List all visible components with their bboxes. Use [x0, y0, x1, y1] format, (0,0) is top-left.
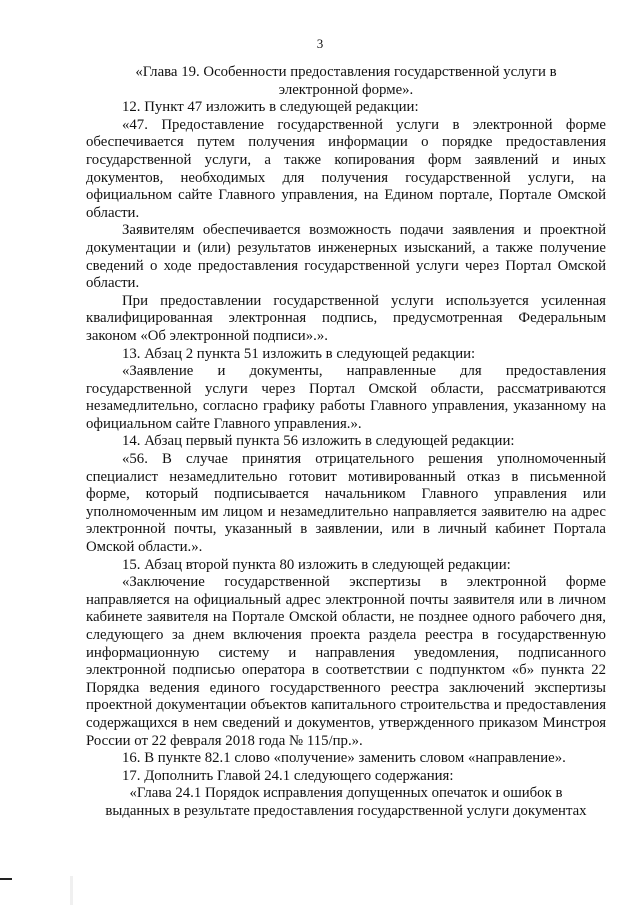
chapter-19-heading: «Глава 19. Особенности предоставления государственной услуги в электронной форме».	[135, 64, 557, 98]
page-number: 3	[316, 36, 324, 51]
paragraph-47-part-1: «47. Предоставление государственной услуги в электронной форме обеспечивается путем получения информации о порядке предоставления государственной услуги, а также копирования форм заявлений и иных документов, необходимых для получения государственной услуги, на официальном сайте Главного управления, на Едином портале, Портале Омской области.	[86, 116, 606, 221]
scan-edge-mark	[70, 876, 73, 905]
item-12: 12. Пункт 47 изложить в следующей редакции:	[122, 99, 419, 116]
scan-margin-mark	[0, 878, 12, 880]
paragraph-47-part-3: При предоставлении государственной услуги используется усиленная квалифицированная электронная подпись, предусмотренная Федеральным законом «Об электронной подписи».».	[86, 292, 606, 344]
item-15: 15. Абзац второй пункта 80 изложить в следующей редакции:	[122, 556, 511, 573]
item-13: 13. Абзац 2 пункта 51 изложить в следующей редакции:	[122, 345, 476, 362]
item-16: 16. В пункте 82.1 слово «получение» заменить словом «направление».	[122, 750, 566, 767]
chapter-24-1-heading: «Глава 24.1 Порядок исправления допущенных опечаток и ошибок в выданных в результате предоставления государственной услуги документах	[105, 785, 587, 819]
item-14: 14. Абзац первый пункта 56 изложить в следующей редакции:	[122, 433, 515, 450]
paragraph-80: «Заключение государственной экспертизы в электронной форме направляется на официальный адрес электронной почты заявителя или в личном кабинете заявителя на Портале Омской области, не позднее одного рабочего дня, следующего за днем включения проекта раздела реестра в государственную информационную систему и направления уведомления, подписанного электронной подписью оператора в соответствии с подпунктом «б» пункта 22 Порядка ведения единого государственного реестра заключений экспертизы проектной документации объектов капитального строительства и предоставления содержащихся в нем сведений и документов, утвержденного приказом Минстроя России от 22 февраля 2018 года № 115/пр.».	[86, 574, 606, 749]
paragraph-51: «Заявление и документы, направленные для предоставления государственной услуги через Портал Омской области, рассматриваются незамедлительно, согласно графику работы Главного управления, указанному на официальном сайте Главного управления.».	[86, 363, 606, 432]
paragraph-56: «56. В случае принятия отрицательного решения уполномоченный специалист незамедлительно готовит мотивированный отказ в письменной форме, который подписывается начальником Главного управления или уполномоченным им лицом и незамедлительно направляется заявителю на адрес электронной почты, указанный в заявлении, или в личный кабинет Портала Омской области.».	[86, 451, 606, 556]
document-body	[86, 64, 606, 821]
item-17: 17. Дополнить Главой 24.1 следующего содержания:	[122, 767, 454, 784]
paragraph-47-part-2: Заявителям обеспечивается возможность подачи заявления и проектной документации и (или) результатов инженерных изысканий, а также получение сведений о ходе предоставления государственной услуги через Портал Омской области.	[86, 222, 606, 292]
